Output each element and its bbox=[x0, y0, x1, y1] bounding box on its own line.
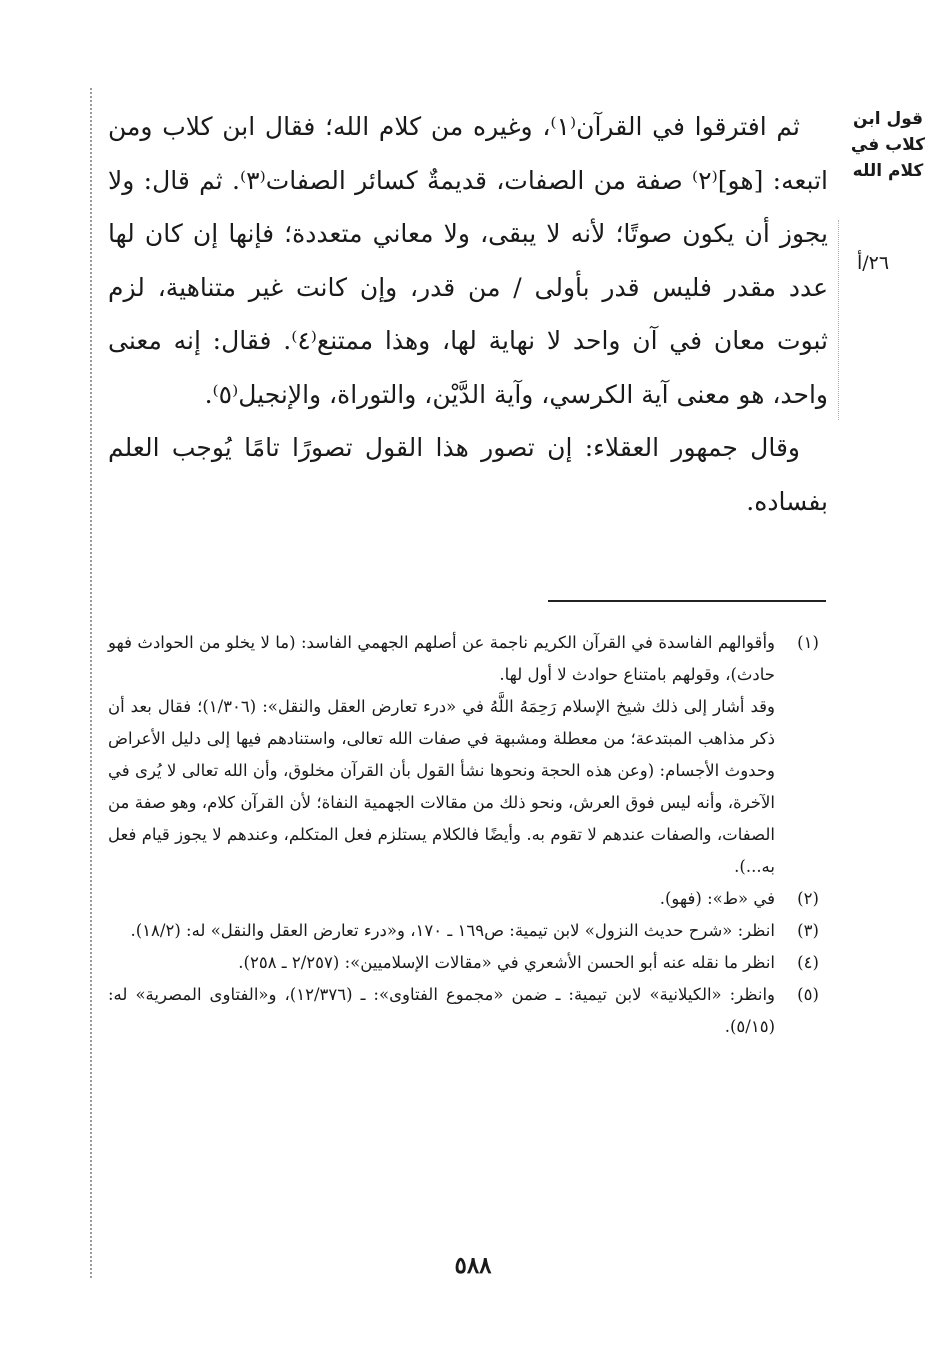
footnote-text: انظر ما نقله عنه أبو الحسن الأشعري في «مقالات الإسلاميين»: (٢/٢٥٧ ـ ٢٥٨). bbox=[238, 953, 775, 972]
footnote-text: وقد أشار إلى ذلك شيخ الإسلام رَحِمَهُ اللَّهُ في «درء تعارض العقل والنقل»: (١/٣٠٦)؛ فقال بعد أن ذكر مذاهب المبتدعة؛ من معطلة ومشبهة في صفات الله تعالى، واستنادهم فيها إلى دليل الأعراض وحدوث الأجسام: (وعن هذه الحجة ونحوها نشأ القول بأن القرآن مخلوق، وأن الله تعالى لا يُرى في الآخرة، وأنه ليس فوق العرش، ونحو ذلك من مقالات الجهمية النفاة؛ لأن القرآن كلام، وهو صفة من الصفات، والصفات عندهم لا تقوم به. وأيضًا فالكلام يستلزم فعل المتكلم، وعندهم لا يجوز قيام فعل به...). bbox=[108, 697, 775, 876]
footnote-number: (٣) bbox=[797, 921, 819, 940]
footnote-number: (١) bbox=[797, 633, 819, 652]
footnote-number: (٥) bbox=[797, 985, 819, 1004]
footnote-1 bbox=[108, 627, 833, 883]
margin-note: قول ابن كلاب في كلام الله bbox=[850, 109, 926, 181]
footnote-separator bbox=[548, 600, 826, 602]
footnote-2 bbox=[108, 883, 833, 915]
footnotes bbox=[108, 627, 833, 1043]
footnote-5 bbox=[108, 979, 833, 1043]
footnote-number: (٤) bbox=[797, 953, 819, 972]
main-paragraph-1: ثم افترقوا في القرآن⁽١⁾، وغيره من كلام الله؛ فقال ابن كلاب ومن اتبعه: [هو]⁽٢⁾ صفة من الصفات، قديمةٌ كسائر الصفات⁽٣⁾. ثم قال: ولا يجوز أن يكون صوتًا؛ لأنه لا يبقى، ولا معاني متعددة؛ فإنها إن كان لها عدد مقدر فليس قدر بأولى / من قدر، وإن كانت غير متناهية، لزم ثبوت معان في آن واحد لا نهاية لها، وهذا ممتنع⁽٤⁾. فقال: إنه معنى واحد، هو معنى آية الكرسي، وآية الدَّيْن، والتوراة، والإنجيل⁽٥⁾. bbox=[108, 112, 829, 409]
footnote-number: (٢) bbox=[797, 889, 819, 908]
footnote-text: وانظر: «الكيلانية» لابن تيمية: ـ ضمن «مجموع الفتاوى»: ـ (١٢/٣٧٦)، و«الفتاوى المصرية» له: (٥/١٥). bbox=[108, 985, 776, 1036]
main-text bbox=[108, 100, 828, 528]
footnote-4 bbox=[108, 947, 833, 979]
margin-dotted-rule bbox=[838, 220, 839, 420]
main-paragraph-2: وقال جمهور العقلاء: إن تصور هذا القول تصورًا تامًا يُوجب العلم بفساده. bbox=[108, 433, 828, 516]
page-number: ٥٨٨ bbox=[454, 1252, 492, 1279]
footnote-text: في «ط»: (فهو). bbox=[659, 889, 775, 908]
footnote-3 bbox=[108, 915, 833, 947]
folio-mark: ٢٦/أ bbox=[856, 252, 890, 274]
footnote-text: وأقوالهم الفاسدة في القرآن الكريم ناجمة عن أصلهم الجهمي الفاسد: (ما لا يخلو من الحوادث فهو حادث)، وقولهم بامتناع حوادث لا أول لها. bbox=[108, 633, 775, 684]
left-dotted-border bbox=[90, 88, 92, 1278]
footnote-text: انظر: «شرح حديث النزول» لابن تيمية: ص١٦٩ ـ ١٧٠، و«درء تعارض العقل والنقل» له: (١٨/٢). bbox=[130, 921, 775, 940]
